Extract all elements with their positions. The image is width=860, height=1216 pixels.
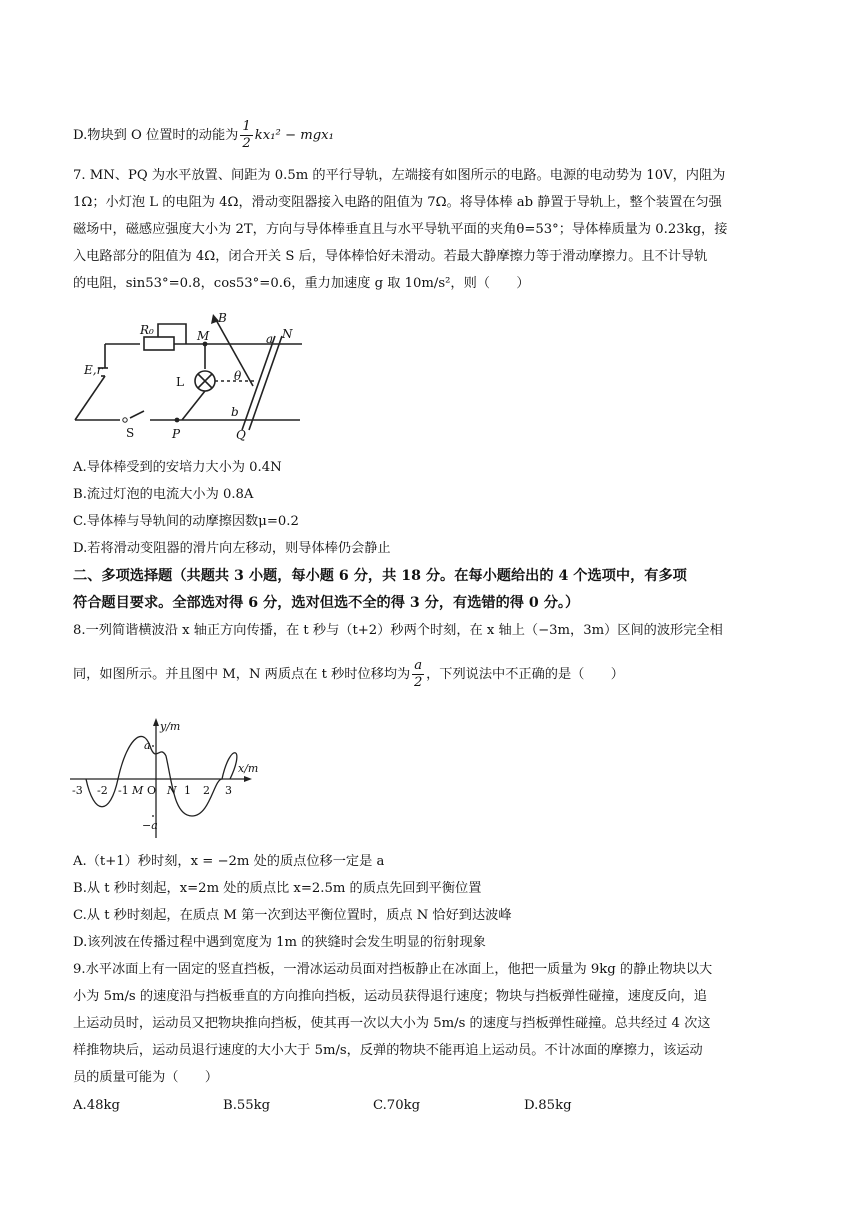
q7-stem-line: 磁场中，磁感应强度大小为 2T，方向与导体棒垂直且与水平导轨平面的夹角θ=53°；导体棒质量为 0.23kg，接 xyxy=(73,222,728,237)
wave-curve xyxy=(86,736,237,816)
label-l: L xyxy=(176,375,184,389)
q7-stem-line: 7. MN、PQ 为水平放置、间距为 0.5m 的平行导轨，左端接有如图所示的电路。电源的电动势为 10V，内阻为 xyxy=(73,168,726,183)
tick-label: -3 xyxy=(72,784,83,797)
q9-stem-line: 上运动员时，运动员又把物块推向挡板，使其再一次以大小为 5m/s 的速度与挡板弹性碰撞。总共经过 4 次这 xyxy=(73,1016,711,1031)
wave-tick-labels xyxy=(72,784,232,797)
q7-stem-line: 入电路部分的阻值为 4Ω，闭合开关 S 后，导体棒恰好未滑动。若最大静摩擦力等于滑动摩擦力。且不计导轨 xyxy=(73,249,708,264)
q9-option-c: C.70kg xyxy=(373,1098,421,1113)
tick-label: 3 xyxy=(225,784,232,797)
tick-label: -1 xyxy=(118,784,129,797)
q9-option-d: D.85kg xyxy=(524,1098,572,1113)
label-p: P xyxy=(172,427,181,441)
q8-stem-text: 同，如图所示。并且图中 M，N 两质点在 t 秒时位移均为 xyxy=(73,667,411,682)
q8-stem-line-2 xyxy=(73,658,624,691)
q9-stem-line: 员的质量可能为（ ） xyxy=(73,1070,219,1085)
q8-option-b: B.从 t 秒时刻起，x=2m 处的质点比 x=2.5m 的质点先回到平衡位置 xyxy=(73,881,482,896)
tick-label: N xyxy=(167,784,177,797)
q7-option-b: B.流过灯泡的电流大小为 0.8A xyxy=(73,487,254,502)
q8-wave-figure xyxy=(70,716,270,844)
q8-option-a: A.（t+1）秒时刻，x = −2m 处的质点位移一定是 a xyxy=(73,854,385,869)
q8-option-d: D.该列波在传播过程中遇到宽度为 1m 的狭缝时会发生明显的衍射现象 xyxy=(73,935,486,950)
q9-stem-line: 小为 5m/s 的速度沿与挡板垂直的方向推向挡板，运动员获得退行速度；物块与挡板弹性碰撞，速度反向，追 xyxy=(73,989,707,1004)
wave-a-label: a xyxy=(144,739,151,752)
fraction-numerator: a xyxy=(414,658,423,673)
q7-stem-line: 1Ω；小灯泡 L 的电阻为 4Ω，滑动变阻器接入电路的阻值为 7Ω。将导体棒 ab 静置于导轨上，整个装置在匀强 xyxy=(73,195,722,210)
label-s: S xyxy=(126,426,135,440)
wave-xlabel: x/m xyxy=(238,762,259,775)
label-e-r: E,r xyxy=(84,363,103,377)
q8-stem-line: 8.一列简谐横波沿 x 轴正方向传播，在 t 秒与（t+2）秒两个时刻，在 x 轴上（−3m，3m）区间的波形完全相 xyxy=(73,623,723,638)
label-b: B xyxy=(218,311,227,325)
q9-option-b: B.55kg xyxy=(223,1098,271,1113)
rheostat-r0-symbol xyxy=(144,337,174,350)
q7-option-d: D.若将滑动变阻器的滑片向左移动，则导体棒仍会静止 xyxy=(73,541,391,556)
fraction-a-over-2 xyxy=(412,658,424,691)
q8-option-c: C.从 t 秒时刻起，在质点 M 第一次到达平衡位置时，质点 N 恰好到达波峰 xyxy=(73,908,512,923)
q7-circuit-figure xyxy=(70,306,310,446)
q7-stem-line: 的电阻，sin53°=0.8，cos53°=0.6，重力加速度 g 取 10m/s²，则（ ） xyxy=(73,276,530,291)
label-m: M xyxy=(197,329,210,343)
fraction-numerator: 1 xyxy=(242,119,251,134)
q8-stem-text: ，下列说法中不正确的是（ ） xyxy=(426,667,624,682)
q6-option-d-text: D.物块到 O 位置时的动能为 xyxy=(73,128,239,143)
label-q: Q xyxy=(236,428,246,442)
q7-option-c: C.导体棒与导轨间的动摩擦因数μ=0.2 xyxy=(73,514,299,529)
fraction-one-half xyxy=(240,119,252,152)
tick-label: -2 xyxy=(97,784,108,797)
section-2-title: 二、多项选择题（共题共 3 小题，每小题 6 分，共 18 分。在每小题给出的 4 个选项中，有多项 xyxy=(73,568,687,584)
label-n: N xyxy=(282,327,293,341)
label-theta: θ xyxy=(234,369,242,383)
wave-neg-a-label: −a xyxy=(142,819,158,832)
tick-label: 1 xyxy=(184,784,191,797)
fraction-denominator: 2 xyxy=(413,675,423,690)
section-2-title: 符合题目要求。全部选对得 6 分，选对但选不全的得 3 分，有选错的得 0 分。） xyxy=(73,595,580,611)
label-b-end: b xyxy=(231,405,239,419)
tick-label: M xyxy=(132,784,144,797)
q9-option-a: A.48kg xyxy=(73,1098,120,1113)
q6-option-d xyxy=(73,119,334,152)
q7-option-a: A.导体棒受到的安培力大小为 0.4N xyxy=(73,460,282,475)
q9-stem-line: 9.水平冰面上有一固定的竖直挡板，一滑冰运动员面对挡板静止在冰面上，他把一质量为 9kg 的静止物块以大 xyxy=(73,962,713,977)
wave-ylabel: y/m xyxy=(160,720,181,733)
label-a: a xyxy=(266,332,274,346)
q9-stem-line: 样推物块后，运动员退行速度的大小大于 5m/s，反弹的物块不能再追上运动员。不计冰面的摩擦力，该运动 xyxy=(73,1043,703,1058)
q6-option-d-formula: kx₁² − mgx₁ xyxy=(254,128,334,143)
fraction-denominator: 2 xyxy=(242,136,251,151)
label-r0: R₀ xyxy=(140,323,154,337)
tick-label: 2 xyxy=(203,784,210,797)
tick-label: O xyxy=(147,784,157,797)
